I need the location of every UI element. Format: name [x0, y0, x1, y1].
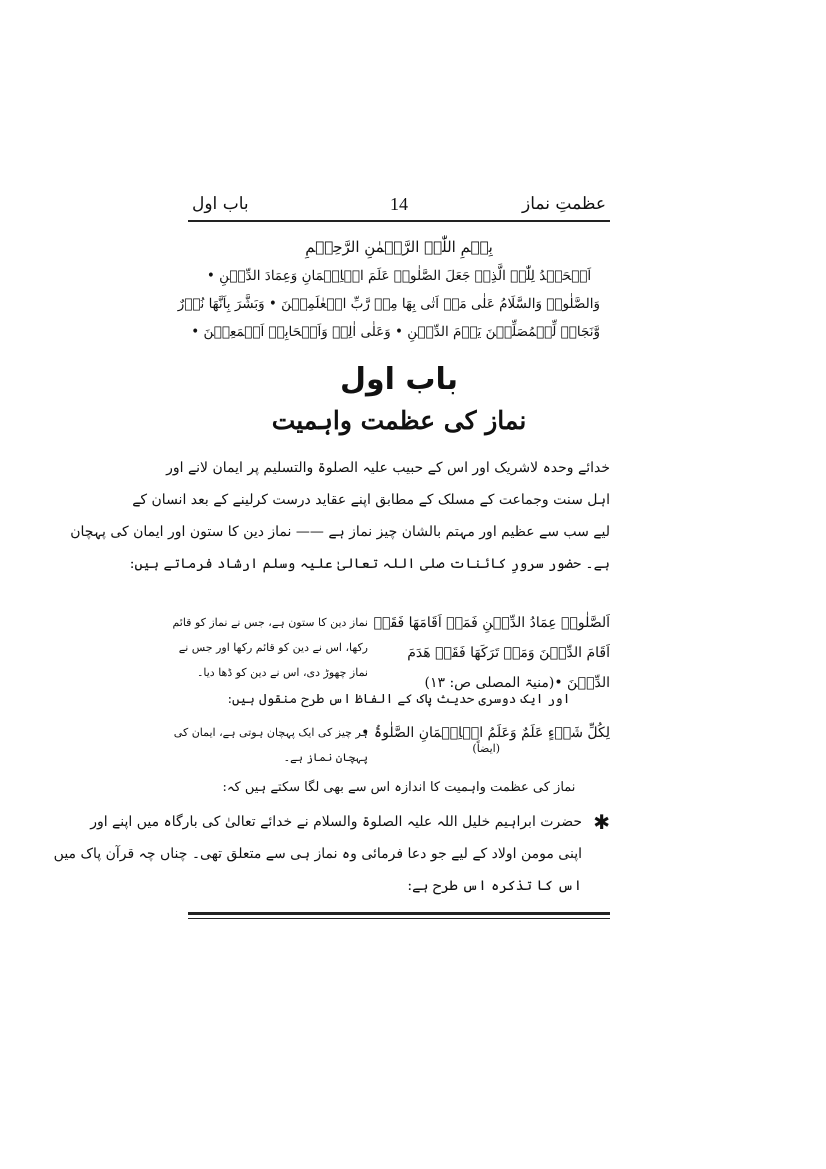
- book-page: [53, 190, 610, 930]
- importance-line: نماز کی عظمت واہمیت کا اندازہ اس سے بھی لگا سکتے ہیں کہ:: [222, 780, 576, 795]
- hadith-1-translation-line: رکھا، اس نے دین کو قائم رکھا اور جس نے: [178, 641, 368, 654]
- page-header: [188, 190, 610, 220]
- opening-line-2: وَالصَّلٰوۃُ وَالسَّلَامُ عَلٰی مَنۡ اَتٰی بِھَا مِنۡ رَّبِّ الۡعٰلَمِیۡنَ • وَبَشَّرَ بِاَنَّھَا نُوۡرٌ: [177, 296, 600, 312]
- hadith-1-translation: [172, 610, 368, 685]
- hadith-2-translation-line: پہچان نماز ہے۔: [283, 751, 368, 764]
- intro-paragraph: [70, 452, 610, 580]
- book-title: عظمتِ نماز: [522, 194, 606, 214]
- intro-line: ہے۔ حضور سرورِ کائنات صلی اللہ تعالیٰ علیہ وسلم ارشاد فرماتے ہیں:: [129, 556, 610, 572]
- hadith-2-translation-line: ہر چیز کی ایک پہچان ہوتی ہے، ایمان کی: [173, 726, 368, 739]
- hadith-1-arabic-line: الدِّیۡنَ •(منیۃ المصلی ص: ۱۳): [424, 675, 610, 691]
- bullet-line: اس کا تذکرہ اس طرح ہے:: [407, 878, 582, 894]
- hadith-1-translation-line: نماز دین کا ستون ہے، جس نے نماز کو قائم: [172, 616, 368, 629]
- hadith-1-translation-line: نماز چھوڑ دی، اس نے دین کو ڈھا دیا۔: [196, 666, 368, 679]
- hadith-2-reference: (ایضاً): [472, 742, 500, 755]
- hadith-1-arabic-line: اَلصَّلٰوۃُ عِمَادُ الدِّیۡنِ فَمَنۡ اَقَامَھَا فَقَدۡ: [373, 615, 610, 631]
- hadith-1-arabic: [373, 608, 610, 698]
- bullet-line: اپنی مومن اولاد کے لیے جو دعا فرمائی وہ نماز ہی سے متعلق تھی۔ چناں چہ قرآن پاک میں: [53, 846, 582, 862]
- hadith-2-arabic: لِکُلِّ شَیۡءٍ عَلَمٌ وَعَلَمُ الۡاِیۡمَانِ الصَّلٰوۃُ •: [361, 725, 610, 741]
- intro-line: خدائے وحدہ لاشریک اور اس کے حبیب علیہ الصلوۃ والتسلیم پر ایمان لانے اور: [166, 460, 610, 476]
- footer-rule-top: [188, 912, 610, 915]
- page-number: 14: [390, 194, 408, 214]
- chapter-title: باب اول: [339, 362, 459, 397]
- bullet-star-icon: ✱: [593, 810, 610, 834]
- opening-line-1: اَلۡحَمۡدُ لِلّٰہِ الَّذِیۡ جَعَلَ الصَّلٰوۃَ عَلَمَ الۡاِیۡمَانِ وَعِمَادَ الدِّیۡنِ •: [206, 268, 592, 284]
- running-chapter-label: باب اول: [192, 194, 249, 214]
- footer-rule-bottom: [188, 918, 610, 919]
- hadith-1-arabic-line: اَقَامَ الدِّیۡنَ وَمَنۡ تَرَکَھَا فَقَدۡ ھَدَمَ: [407, 645, 610, 661]
- intro-line: لیے سب سے عظیم اور مہتم بالشان چیز نماز ہے —— نماز دین کا ستون اور ایمان کی پہچان: [70, 524, 610, 540]
- hadith-2-intro: اور ایک دوسری حدیث پاک کے الفاظ اس طرح منقول ہیں:: [227, 692, 571, 707]
- intro-line: اہل سنت وجماعت کے مسلک کے مطابق اپنے عقاید درست کرلینے کے بعد انسان کے: [132, 492, 610, 508]
- opening-line-3: وَّنَجَاۃٌ لِّلۡمُصَلِّیۡنَ یَوۡمَ الدِّیۡنِ • وَعَلٰی اٰلِہٖ وَاَصۡحَابِہٖ اَجۡمَعِیۡنَ •: [191, 324, 600, 340]
- header-rule: [188, 220, 610, 222]
- bismillah: بِسۡمِ اللّٰہِ الرَّحۡمٰنِ الرَّحِیۡمِ: [305, 238, 493, 256]
- hadith-2-translation: [173, 720, 368, 770]
- bullet-paragraph: [53, 806, 582, 902]
- bullet-line: حضرت ابراہیم خلیل اللہ علیہ الصلوۃ والسلام نے خدائے تعالیٰ کی بارگاہ میں اپنے اور: [90, 814, 582, 830]
- section-title: نماز کی عظمت واہمیت: [271, 406, 527, 435]
